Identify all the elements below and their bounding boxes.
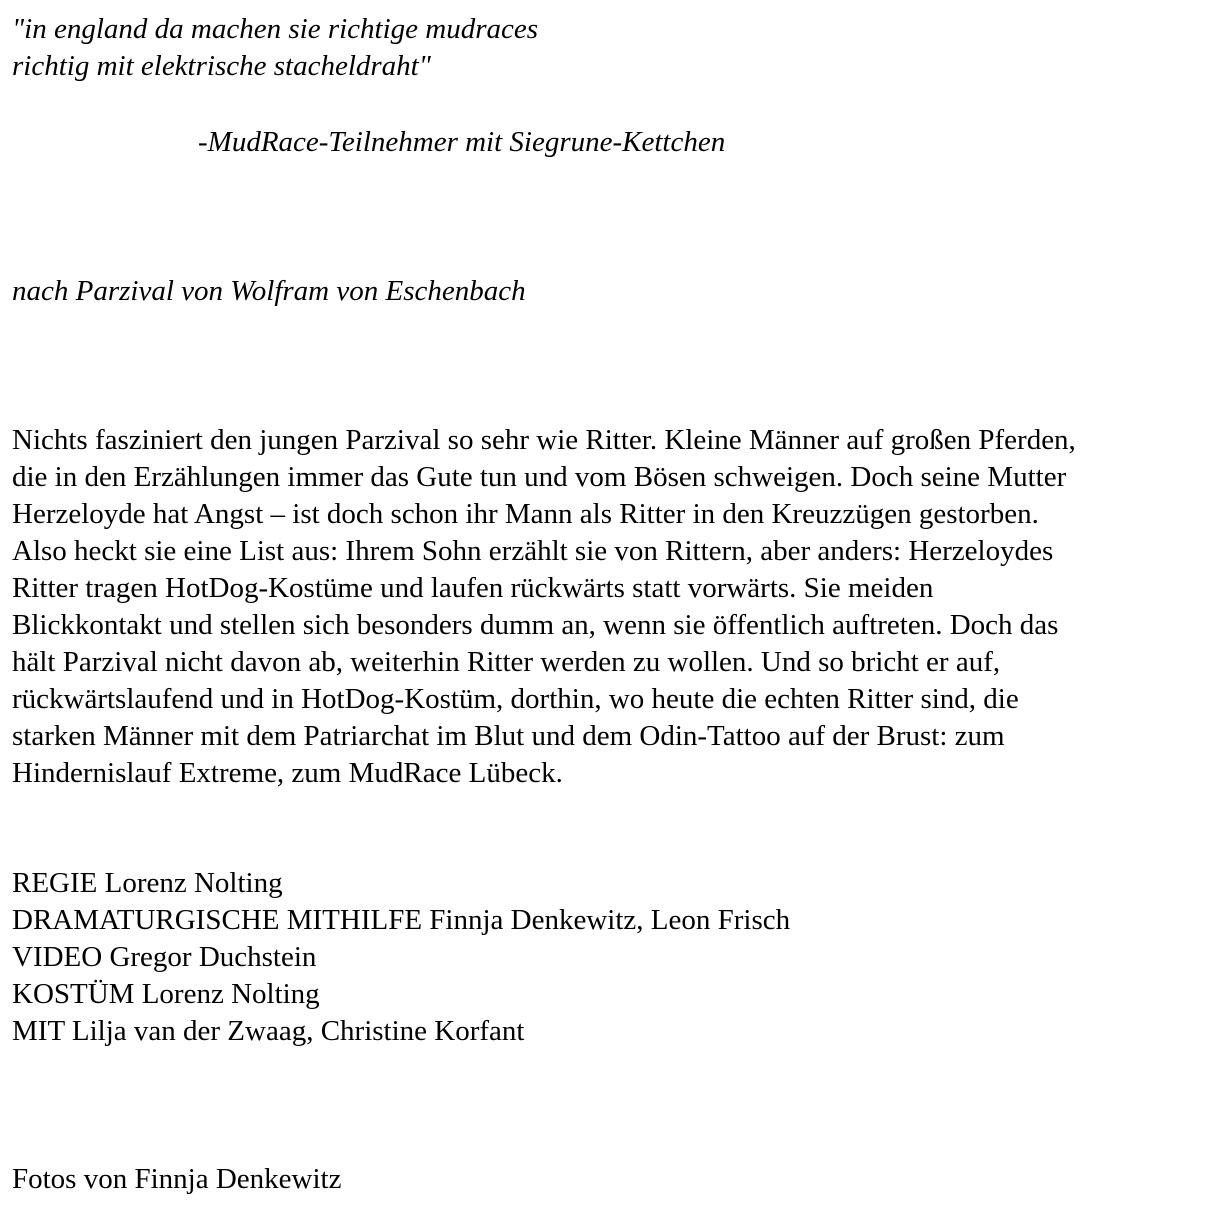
- synopsis-line: Also heckt sie eine List aus: Ihrem Sohn erzählt sie von Rittern, aber anders: Herzeloydes: [12, 535, 1054, 567]
- photo-credit-text: Fotos von Finnja Denkewitz: [12, 1163, 342, 1195]
- attribution-text: -MudRace-Teilnehmer mit Siegrune-Kettchen: [198, 126, 726, 158]
- quote-attribution: [198, 124, 725, 161]
- synopsis-line: Hindernislauf Extreme, zum MudRace Lübeck.: [12, 757, 563, 789]
- synopsis-line: hält Parzival nicht davon ab, weiterhin Ritter werden zu wollen. Und so bricht er auf,: [12, 646, 1001, 678]
- credit-costume: KOSTÜM Lorenz Nolting: [12, 978, 320, 1010]
- source-text: nach Parzival von Wolfram von Eschenbach: [12, 275, 526, 307]
- quote-line: "in england da machen sie richtige mudraces: [12, 13, 539, 45]
- synopsis-line: Nichts fasziniert den jungen Parzival so sehr wie Ritter. Kleine Männer auf großen Pferden,: [12, 424, 1076, 456]
- synopsis-line: starken Männer mit dem Patriarchat im Blut und dem Odin-Tattoo auf der Brust: zum: [12, 720, 1005, 752]
- quote-line: richtig mit elektrische stacheldraht": [12, 50, 431, 82]
- source-line: [12, 273, 526, 310]
- credit-video: VIDEO Gregor Duchstein: [12, 941, 317, 973]
- synopsis-paragraph: [12, 422, 1076, 792]
- photo-credit: [12, 1161, 341, 1198]
- credit-cast: MIT Lilja van der Zwaag, Christine Korfant: [12, 1015, 525, 1047]
- credits-list: [12, 865, 790, 1050]
- credit-dramaturgy: DRAMATURGISCHE MITHILFE Finnja Denkewitz, Leon Frisch: [12, 904, 791, 936]
- epigraph-quote: [12, 11, 538, 85]
- synopsis-line: Ritter tragen HotDog-Kostüme und laufen rückwärts statt vorwärts. Sie meiden: [12, 572, 934, 604]
- credit-direction: REGIE Lorenz Nolting: [12, 867, 283, 899]
- synopsis-line: Blickkontakt und stellen sich besonders dumm an, wenn sie öffentlich auftreten. Doch das: [12, 609, 1059, 641]
- synopsis-line: Herzeloyde hat Angst – ist doch schon ihr Mann als Ritter in den Kreuzzügen gestorben.: [12, 498, 1039, 530]
- synopsis-line: die in den Erzählungen immer das Gute tun und vom Bösen schweigen. Doch seine Mutter: [12, 461, 1067, 493]
- synopsis-line: rückwärtslaufend und in HotDog-Kostüm, dorthin, wo heute die echten Ritter sind, die: [12, 683, 1019, 715]
